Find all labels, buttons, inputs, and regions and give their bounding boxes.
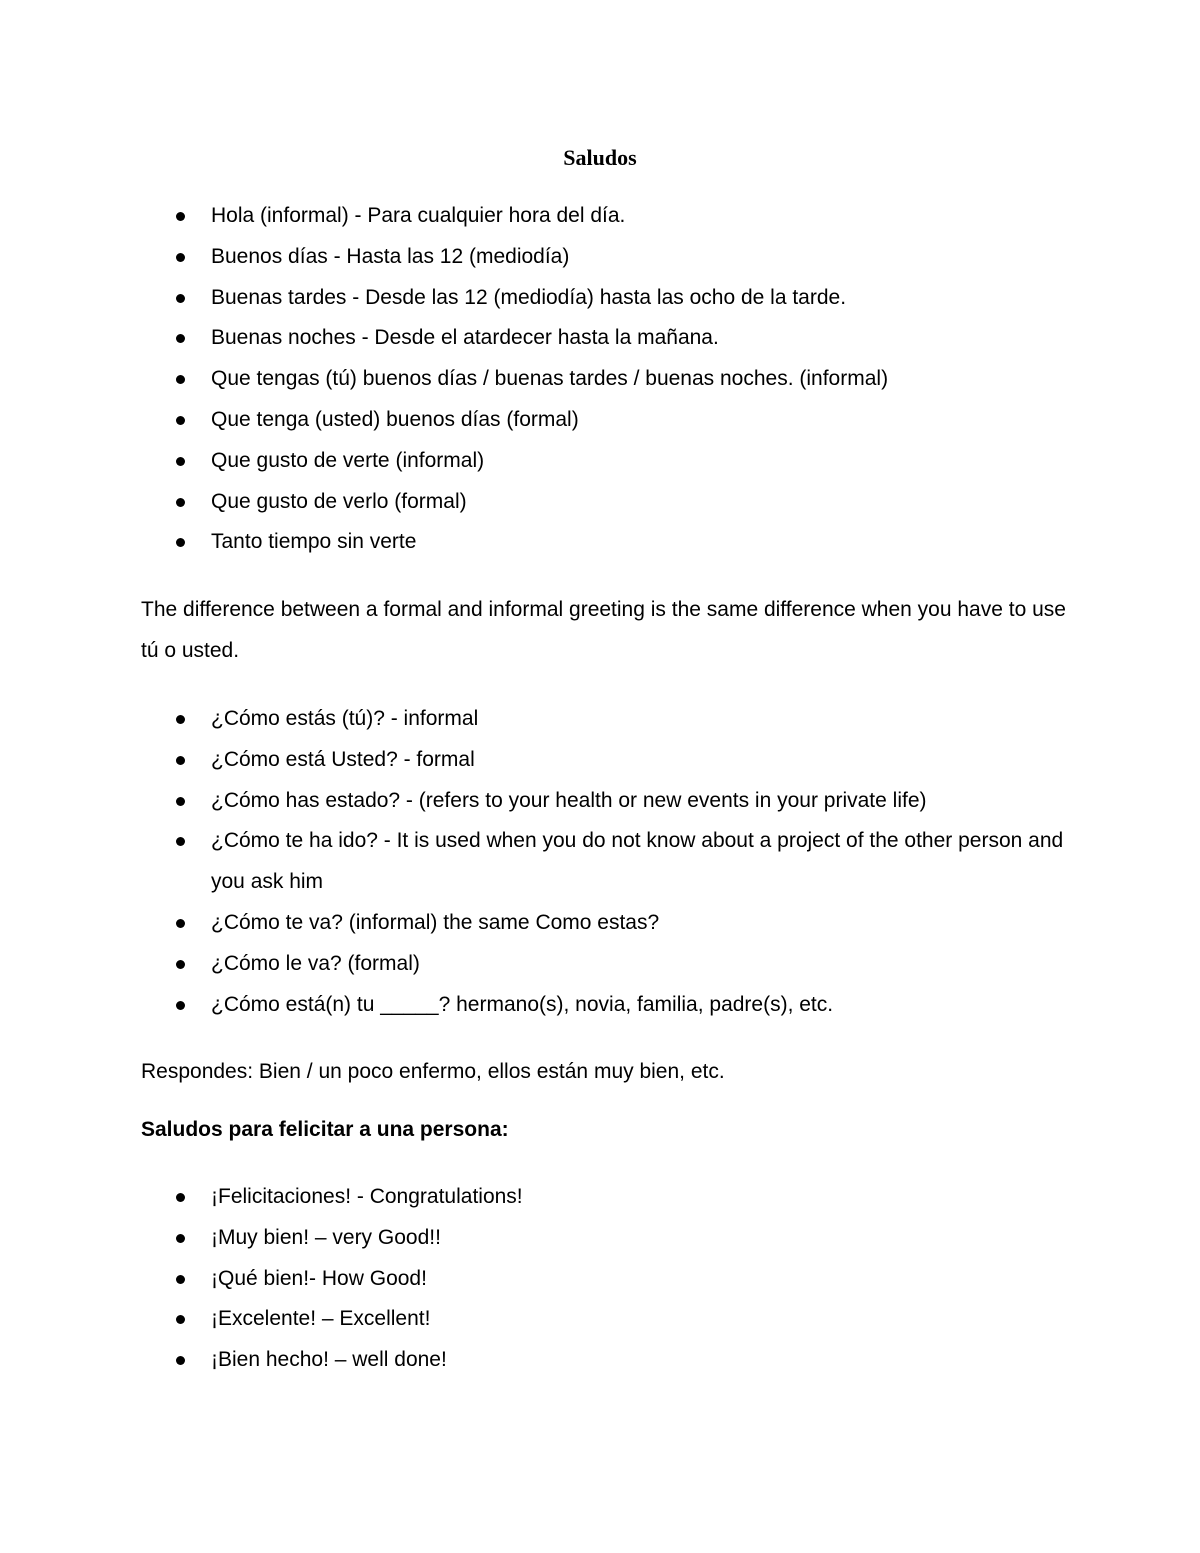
list-item: ¡Qué bien!- How Good! [141,1259,1071,1300]
greetings-list [141,196,1071,563]
questions-list [141,699,1071,1025]
difference-paragraph: The difference between a formal and informal greeting is the same difference when you have to use tú o usted. [141,598,1066,662]
list-item: Que gusto de verte (informal) [141,441,1071,482]
list-item: Que tenga (usted) buenos días (formal) [141,400,1071,441]
list-item: ¿Cómo has estado? - (refers to your health or new events in your private life) [141,781,1071,822]
list-item: ¿Cómo está(n) tu _____? hermano(s), novia, familia, padre(s), etc. [141,985,1071,1026]
congratulate-heading: Saludos para felicitar a una persona: [141,1118,509,1141]
congratulations-list-section [141,1177,1071,1381]
list-item: ¡Muy bien! – very Good!! [141,1218,1071,1259]
list-item: ¿Cómo te va? (informal) the same Como estas? [141,903,1071,944]
questions-list-section [141,699,1071,1025]
list-item: ¿Cómo estás (tú)? - informal [141,699,1071,740]
congratulate-heading-section [141,1110,1071,1151]
list-item: Buenas noches - Desde el atardecer hasta la mañana. [141,318,1071,359]
list-item: Tanto tiempo sin verte [141,522,1071,563]
list-item: Que tengas (tú) buenos días / buenas tardes / buenas noches. (informal) [141,359,1071,400]
list-item: ¡Felicitaciones! - Congratulations! [141,1177,1071,1218]
difference-paragraph-section [141,590,1071,672]
responses-paragraph-section [141,1052,1071,1093]
list-item: ¡Bien hecho! – well done! [141,1340,1071,1381]
document-title: Saludos [563,145,637,170]
list-item: Buenas tardes - Desde las 12 (mediodía) hasta las ocho de la tarde. [141,278,1071,319]
list-item: Buenos días - Hasta las 12 (mediodía) [141,237,1071,278]
congratulations-list [141,1177,1071,1381]
responses-paragraph: Respondes: Bien / un poco enfermo, ellos están muy bien, etc. [141,1060,725,1083]
list-item: ¿Cómo le va? (formal) [141,944,1071,985]
list-item: ¿Cómo está Usted? - formal [141,740,1071,781]
list-item: ¡Excelente! – Excellent! [141,1299,1071,1340]
list-item: Que gusto de verlo (formal) [141,482,1071,523]
list-item: Hola (informal) - Para cualquier hora del día. [141,196,1071,237]
list-item: ¿Cómo te ha ido? - It is used when you do not know about a project of the other person and you ask him [141,821,1071,903]
greetings-list-section [141,196,1071,563]
